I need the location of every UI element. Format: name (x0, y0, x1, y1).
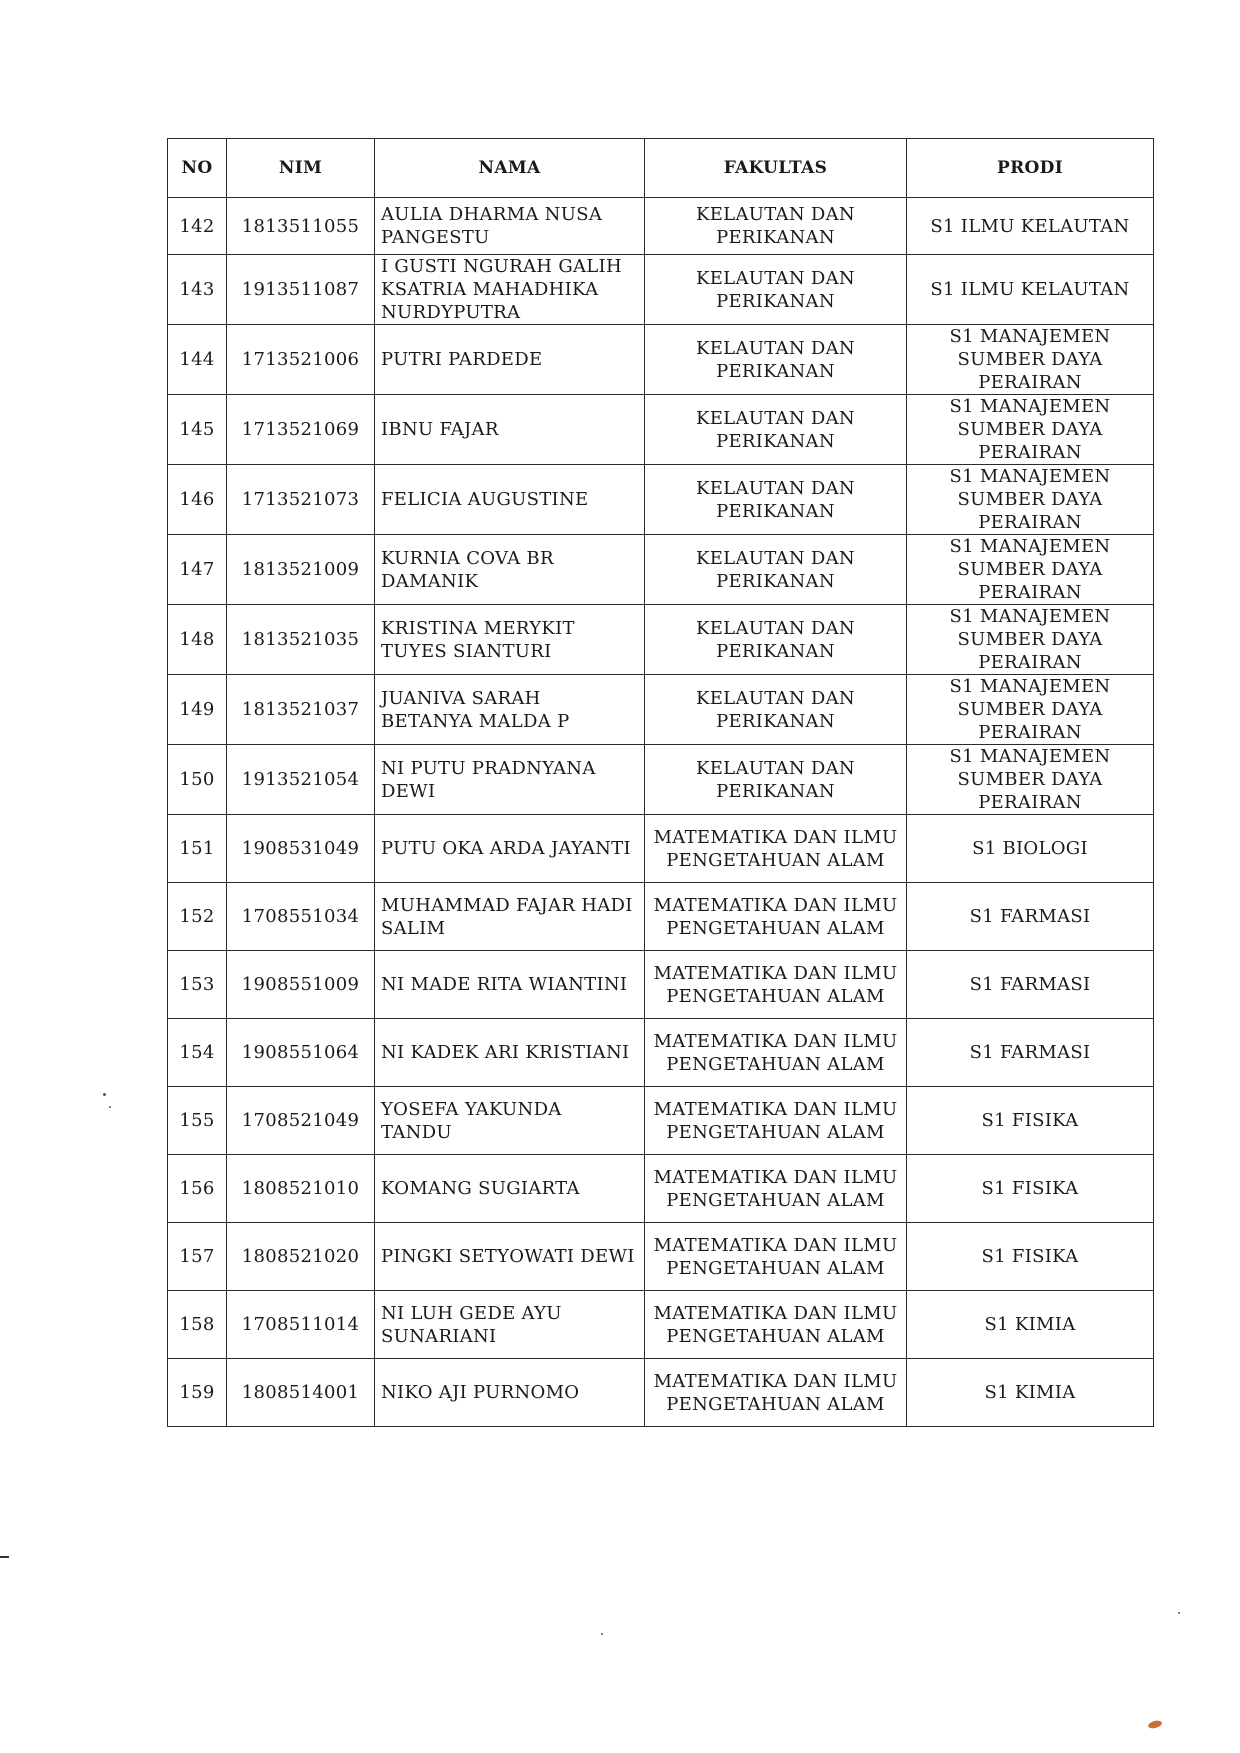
cell-no: 144 (168, 325, 227, 395)
cell-nim: 1808521020 (227, 1223, 375, 1291)
student-table (167, 138, 1154, 1427)
cell-nama: FELICIA AUGUSTINE (375, 465, 645, 535)
scan-speck (109, 1106, 111, 1108)
header-nama: NAMA (375, 139, 645, 198)
cell-prodi: S1 ILMU KELAUTAN (907, 198, 1154, 255)
cell-no: 142 (168, 198, 227, 255)
table-row (168, 395, 1154, 465)
cell-fakultas: KELAUTAN DAN PERIKANAN (645, 198, 907, 255)
cell-fakultas: MATEMATIKA DAN ILMU PENGETAHUAN ALAM (645, 815, 907, 883)
cell-fakultas: MATEMATIKA DAN ILMU PENGETAHUAN ALAM (645, 883, 907, 951)
header-fakultas: FAKULTAS (645, 139, 907, 198)
table-row (168, 465, 1154, 535)
cell-prodi: S1 MANAJEMEN SUMBER DAYA PERAIRAN (907, 605, 1154, 675)
cell-no: 159 (168, 1359, 227, 1427)
cell-prodi: S1 FARMASI (907, 1019, 1154, 1087)
cell-prodi: S1 KIMIA (907, 1291, 1154, 1359)
cell-fakultas: KELAUTAN DAN PERIKANAN (645, 255, 907, 325)
cell-prodi: S1 MANAJEMEN SUMBER DAYA PERAIRAN (907, 465, 1154, 535)
scan-mark (0, 1556, 9, 1558)
cell-nim: 1908551009 (227, 951, 375, 1019)
cell-prodi: S1 MANAJEMEN SUMBER DAYA PERAIRAN (907, 675, 1154, 745)
cell-prodi: S1 MANAJEMEN SUMBER DAYA PERAIRAN (907, 325, 1154, 395)
cell-no: 155 (168, 1087, 227, 1155)
cell-nim: 1908531049 (227, 815, 375, 883)
cell-nim: 1708511014 (227, 1291, 375, 1359)
cell-nim: 1913511087 (227, 255, 375, 325)
cell-nama: KURNIA COVA BR DAMANIK (375, 535, 645, 605)
cell-fakultas: KELAUTAN DAN PERIKANAN (645, 745, 907, 815)
cell-prodi: S1 FARMASI (907, 883, 1154, 951)
cell-nama: NI LUH GEDE AYU SUNARIANI (375, 1291, 645, 1359)
cell-fakultas: MATEMATIKA DAN ILMU PENGETAHUAN ALAM (645, 1155, 907, 1223)
cell-fakultas: MATEMATIKA DAN ILMU PENGETAHUAN ALAM (645, 1019, 907, 1087)
table-row (168, 1223, 1154, 1291)
cell-nim: 1708551034 (227, 883, 375, 951)
cell-no: 145 (168, 395, 227, 465)
table-row (168, 951, 1154, 1019)
scan-speck (1178, 1612, 1180, 1614)
cell-no: 151 (168, 815, 227, 883)
cell-nama: YOSEFA YAKUNDA TANDU (375, 1087, 645, 1155)
scan-speck (103, 1093, 106, 1096)
cell-no: 147 (168, 535, 227, 605)
cell-nama: JUANIVA SARAH BETANYA MALDA P (375, 675, 645, 745)
cell-nim: 1813521035 (227, 605, 375, 675)
header-prodi: PRODI (907, 139, 1154, 198)
cell-nama: NI KADEK ARI KRISTIANI (375, 1019, 645, 1087)
cell-nama: NI MADE RITA WIANTINI (375, 951, 645, 1019)
cell-nama: NI PUTU PRADNYANA DEWI (375, 745, 645, 815)
cell-nim: 1813511055 (227, 198, 375, 255)
cell-no: 158 (168, 1291, 227, 1359)
cell-nama: PUTRI PARDEDE (375, 325, 645, 395)
cell-prodi: S1 ILMU KELAUTAN (907, 255, 1154, 325)
cell-fakultas: MATEMATIKA DAN ILMU PENGETAHUAN ALAM (645, 1087, 907, 1155)
cell-prodi: S1 KIMIA (907, 1359, 1154, 1427)
cell-prodi: S1 FISIKA (907, 1087, 1154, 1155)
cell-no: 157 (168, 1223, 227, 1291)
table-row (168, 255, 1154, 325)
cell-prodi: S1 MANAJEMEN SUMBER DAYA PERAIRAN (907, 535, 1154, 605)
table-row (168, 1087, 1154, 1155)
cell-prodi: S1 BIOLOGI (907, 815, 1154, 883)
header-no: NO (168, 139, 227, 198)
scan-stain (1147, 1719, 1162, 1729)
header-row (168, 139, 1154, 198)
cell-no: 154 (168, 1019, 227, 1087)
table-header (168, 139, 1154, 198)
cell-nim: 1708521049 (227, 1087, 375, 1155)
cell-nama: I GUSTI NGURAH GALIH KSATRIA MAHADHIKA NURDYPUTRA (375, 255, 645, 325)
cell-nim: 1808521010 (227, 1155, 375, 1223)
cell-fakultas: MATEMATIKA DAN ILMU PENGETAHUAN ALAM (645, 1359, 907, 1427)
cell-no: 156 (168, 1155, 227, 1223)
cell-no: 148 (168, 605, 227, 675)
cell-fakultas: KELAUTAN DAN PERIKANAN (645, 675, 907, 745)
cell-no: 146 (168, 465, 227, 535)
cell-prodi: S1 FISIKA (907, 1155, 1154, 1223)
table-row (168, 745, 1154, 815)
cell-fakultas: MATEMATIKA DAN ILMU PENGETAHUAN ALAM (645, 1223, 907, 1291)
cell-no: 153 (168, 951, 227, 1019)
table-row (168, 1359, 1154, 1427)
cell-prodi: S1 FISIKA (907, 1223, 1154, 1291)
cell-nama: NIKO AJI PURNOMO (375, 1359, 645, 1427)
table-row (168, 198, 1154, 255)
table-row (168, 535, 1154, 605)
cell-fakultas: KELAUTAN DAN PERIKANAN (645, 325, 907, 395)
cell-nim: 1713521006 (227, 325, 375, 395)
cell-fakultas: KELAUTAN DAN PERIKANAN (645, 465, 907, 535)
cell-fakultas: MATEMATIKA DAN ILMU PENGETAHUAN ALAM (645, 951, 907, 1019)
cell-nim: 1808514001 (227, 1359, 375, 1427)
scan-speck (601, 1633, 603, 1635)
cell-no: 143 (168, 255, 227, 325)
cell-no: 152 (168, 883, 227, 951)
cell-fakultas: KELAUTAN DAN PERIKANAN (645, 395, 907, 465)
table-row (168, 605, 1154, 675)
cell-prodi: S1 MANAJEMEN SUMBER DAYA PERAIRAN (907, 395, 1154, 465)
cell-fakultas: KELAUTAN DAN PERIKANAN (645, 535, 907, 605)
cell-nama: KRISTINA MERYKIT TUYES SIANTURI (375, 605, 645, 675)
cell-fakultas: MATEMATIKA DAN ILMU PENGETAHUAN ALAM (645, 1291, 907, 1359)
cell-nama: PUTU OKA ARDA JAYANTI (375, 815, 645, 883)
cell-fakultas: KELAUTAN DAN PERIKANAN (645, 605, 907, 675)
table-row (168, 1291, 1154, 1359)
table-row (168, 1019, 1154, 1087)
table-row (168, 815, 1154, 883)
cell-nim: 1813521009 (227, 535, 375, 605)
cell-nama: MUHAMMAD FAJAR HADI SALIM (375, 883, 645, 951)
cell-nim: 1713521069 (227, 395, 375, 465)
cell-nama: IBNU FAJAR (375, 395, 645, 465)
cell-nama: AULIA DHARMA NUSA PANGESTU (375, 198, 645, 255)
cell-nim: 1908551064 (227, 1019, 375, 1087)
header-nim: NIM (227, 139, 375, 198)
cell-no: 149 (168, 675, 227, 745)
table-row (168, 883, 1154, 951)
cell-nama: PINGKI SETYOWATI DEWI (375, 1223, 645, 1291)
table-row (168, 325, 1154, 395)
cell-prodi: S1 MANAJEMEN SUMBER DAYA PERAIRAN (907, 745, 1154, 815)
table-row (168, 675, 1154, 745)
table-row (168, 1155, 1154, 1223)
table-body (168, 198, 1154, 1427)
cell-nim: 1913521054 (227, 745, 375, 815)
cell-prodi: S1 FARMASI (907, 951, 1154, 1019)
cell-nama: KOMANG SUGIARTA (375, 1155, 645, 1223)
cell-nim: 1813521037 (227, 675, 375, 745)
cell-nim: 1713521073 (227, 465, 375, 535)
cell-no: 150 (168, 745, 227, 815)
